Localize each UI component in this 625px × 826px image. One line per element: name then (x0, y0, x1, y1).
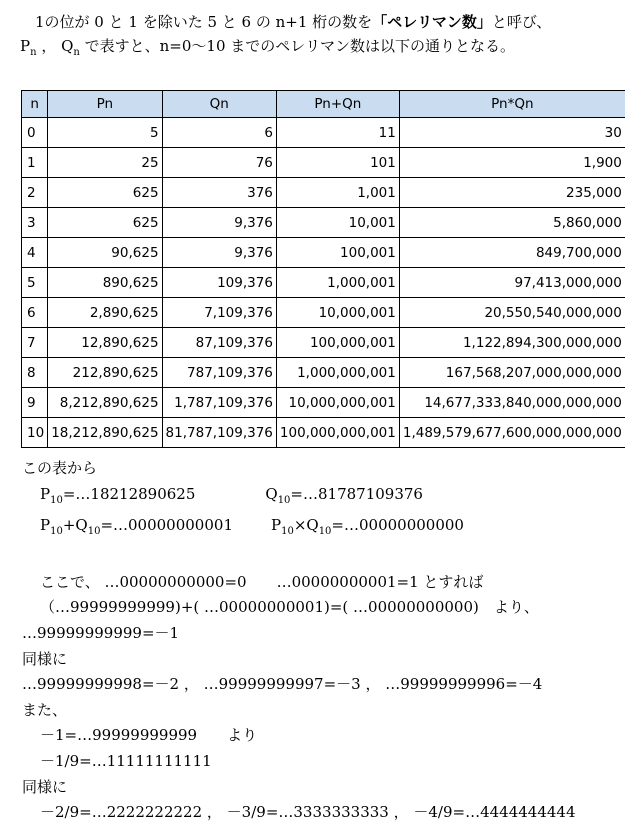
intro-text-end: と呼び、 (492, 13, 551, 31)
here-zero: ここで、 …00000000000=0 (40, 573, 247, 591)
table-row (22, 118, 625, 148)
prod-times-q: ×Q (294, 516, 319, 534)
minus-one: －1=…99999999999 (40, 726, 197, 744)
table-row (22, 328, 625, 358)
sum-plus-q: +Q (63, 516, 88, 534)
table-cell: 100,000,001 (276, 328, 399, 358)
neg-one-line: …99999999999=－1 (22, 621, 618, 647)
table-row (22, 268, 625, 298)
table-cell: 20,550,540,000,000 (399, 298, 625, 328)
table-row (22, 388, 625, 418)
table-cell: 9 (22, 388, 48, 418)
table-cell: 212,890,625 (48, 358, 162, 388)
minus-one-line (22, 723, 618, 749)
sum-equation: （…99999999999)+( …00000000001)=( …00000000000) より、 (22, 595, 618, 621)
header-sum: Pn+Qn (276, 91, 399, 118)
header-product: Pn*Qn (399, 91, 625, 118)
table-cell: 1,787,109,376 (162, 388, 276, 418)
prod-p-sub: 10 (281, 526, 294, 537)
table-cell: 18,212,890,625 (48, 418, 162, 448)
explanation (22, 456, 618, 826)
yori: より (227, 726, 257, 744)
prod-q-sub: 10 (319, 526, 332, 537)
q10-value: =…81787109376 (290, 485, 423, 503)
here-line (22, 570, 618, 596)
table-row (22, 418, 625, 448)
table-cell: 8,212,890,625 (48, 388, 162, 418)
table-cell: 2,890,625 (48, 298, 162, 328)
table-cell: 4 (22, 238, 48, 268)
p10-label: P (40, 485, 50, 503)
intro-text-2: で表すと、n=0～10 までのペレリマン数は以下の通りとなる。 (80, 37, 515, 55)
symbol-q-sub: n (73, 47, 79, 58)
symbol-p: P (20, 37, 30, 55)
p10-sub: 10 (50, 495, 63, 506)
table-cell: 6 (162, 118, 276, 148)
similarly-2: 同様に (22, 775, 618, 801)
comma: ， (37, 37, 57, 55)
table-cell: 10,000,000,001 (276, 388, 399, 418)
table-cell: 625 (48, 208, 162, 238)
table-cell: 101 (276, 148, 399, 178)
table-cell: 890,625 (48, 268, 162, 298)
table-cell: 1,489,579,677,600,000,000,000 (399, 418, 625, 448)
sum-p-sub: 10 (50, 526, 63, 537)
minus-one-ninth: －1/9=…11111111111 (22, 749, 618, 775)
table-cell: 1,122,894,300,000,000 (399, 328, 625, 358)
table-header-row (22, 91, 625, 118)
table-row (22, 148, 625, 178)
table-cell: 1,000,000,001 (276, 358, 399, 388)
table-cell: 625 (48, 178, 162, 208)
intro-line-1 (20, 10, 610, 34)
table-row (22, 208, 625, 238)
table-cell: 10 (22, 418, 48, 448)
prod-p: P (271, 516, 281, 534)
p10-value: =…18212890625 (63, 485, 196, 503)
table-cell: 8 (22, 358, 48, 388)
table-cell: 1,000,001 (276, 268, 399, 298)
table-cell: 12,890,625 (48, 328, 162, 358)
table-cell: 3 (22, 208, 48, 238)
intro-text: 1の位が 0 と 1 を除いた 5 と 6 の n+1 桁の数を (35, 13, 372, 31)
table-cell: 0 (22, 118, 48, 148)
table-cell: 14,677,333,840,000,000,000 (399, 388, 625, 418)
header-pn: Pn (48, 91, 162, 118)
q10-sub: 10 (278, 495, 291, 506)
table-cell: 90,625 (48, 238, 162, 268)
table-cell: 9,376 (162, 238, 276, 268)
table-cell: 5 (22, 268, 48, 298)
perelman-table (21, 90, 625, 448)
table-row (22, 238, 625, 268)
table-cell: 9,376 (162, 208, 276, 238)
table-cell: 787,109,376 (162, 358, 276, 388)
also-text: また、 (22, 698, 618, 724)
table-cell: 849,700,000 (399, 238, 625, 268)
table-cell: 376 (162, 178, 276, 208)
table-cell: 5 (48, 118, 162, 148)
table-cell: 25 (48, 148, 162, 178)
table-cell: 81,787,109,376 (162, 418, 276, 448)
intro-paragraph (20, 10, 610, 65)
table-row (22, 178, 625, 208)
table-cell: 109,376 (162, 268, 276, 298)
similarly-1: 同様に (22, 647, 618, 673)
table-cell: 100,001 (276, 238, 399, 268)
table-cell: 6 (22, 298, 48, 328)
table-body (22, 118, 625, 448)
table-cell: 5,860,000 (399, 208, 625, 238)
table-cell: 235,000 (399, 178, 625, 208)
table-cell: 11 (276, 118, 399, 148)
neg-more-line: …99999999998=－2 ， …99999999997=－3 ， …99999999996=－4 (22, 672, 618, 698)
symbol-p-sub: n (30, 47, 36, 58)
table-row (22, 298, 625, 328)
sum-p: P (40, 516, 50, 534)
sum-product-line (22, 513, 618, 545)
sum-q-sub: 10 (88, 526, 101, 537)
table-cell: 2 (22, 178, 48, 208)
table-cell: 97,413,000,000 (399, 268, 625, 298)
table-cell: 100,000,000,001 (276, 418, 399, 448)
table-row (22, 358, 625, 388)
prod-value: =…00000000000 (331, 516, 464, 534)
intro-term-bold: 「ペレリマン数」 (372, 13, 492, 31)
header-n: n (22, 91, 48, 118)
from-table-text: この表から (22, 456, 618, 482)
header-qn: Qn (162, 91, 276, 118)
table-cell: 7 (22, 328, 48, 358)
p10-q10-line (22, 482, 618, 514)
ninths-line: －2/9=…2222222222 ， －3/9=…3333333333 ， －4/9=…4444444444 (22, 800, 618, 826)
intro-line-2 (20, 34, 610, 65)
table-cell: 1 (22, 148, 48, 178)
here-one: …00000000001=1 とすれば (277, 573, 484, 591)
q10-label: Q (265, 485, 277, 503)
table-cell: 10,000,001 (276, 298, 399, 328)
symbol-q: Q (61, 37, 73, 55)
table-cell: 167,568,207,000,000,000 (399, 358, 625, 388)
table-cell: 76 (162, 148, 276, 178)
table-cell: 10,001 (276, 208, 399, 238)
table-cell: 1,900 (399, 148, 625, 178)
table-cell: 7,109,376 (162, 298, 276, 328)
sum-value: =…00000000001 (100, 516, 233, 534)
table-cell: 30 (399, 118, 625, 148)
table-cell: 87,109,376 (162, 328, 276, 358)
table-cell: 1,001 (276, 178, 399, 208)
